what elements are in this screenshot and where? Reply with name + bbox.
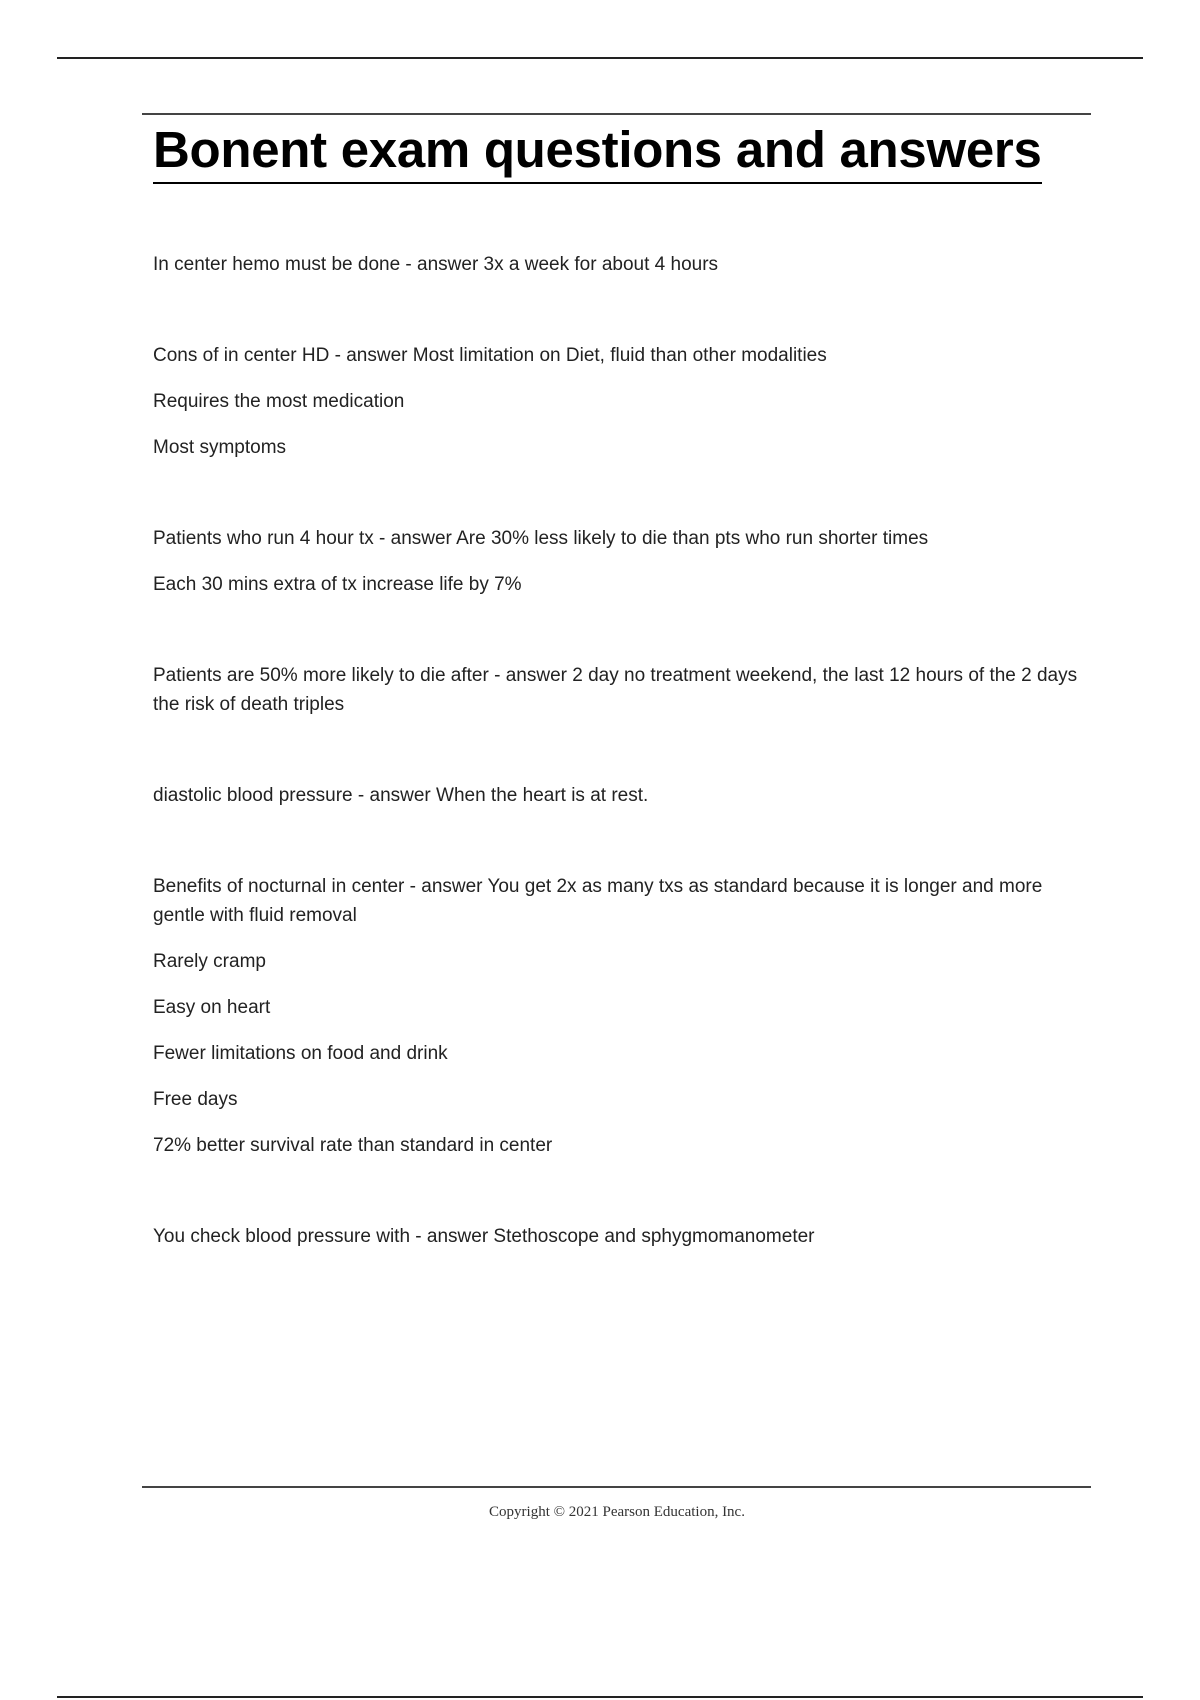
qa-block <box>153 250 1093 279</box>
qa-line: Requires the most medication <box>153 391 405 412</box>
qa-line: diastolic blood pressure - answer When the heart is at rest. <box>153 785 649 806</box>
page-top-rule <box>57 57 1143 59</box>
qa-content <box>153 250 1093 1313</box>
qa-block <box>153 1222 1093 1251</box>
page-bottom-rule <box>57 1696 1143 1698</box>
qa-line: Patients who run 4 hour tx - answer Are 30% less likely to die than pts who run shorter times <box>153 528 929 549</box>
qa-block <box>153 781 1093 810</box>
qa-line: Patients are 50% more likely to die after - answer 2 day no treatment weekend, the last 12 hours of the 2 days the risk of death triples <box>153 665 1078 715</box>
qa-block <box>153 661 1093 719</box>
footer-rule <box>142 1486 1091 1488</box>
qa-line: 72% better survival rate than standard in center <box>153 1135 553 1156</box>
qa-line: Easy on heart <box>153 997 271 1018</box>
qa-line: Each 30 mins extra of tx increase life by 7% <box>153 574 522 595</box>
qa-block <box>153 524 1093 599</box>
qa-line: Fewer limitations on food and drink <box>153 1043 448 1064</box>
qa-line: In center hemo must be done - answer 3x a week for about 4 hours <box>153 254 719 275</box>
document-title: Bonent exam questions and answers <box>153 118 1042 184</box>
qa-block <box>153 341 1093 462</box>
qa-line: Cons of in center HD - answer Most limitation on Diet, fluid than other modalities <box>153 345 827 366</box>
qa-line: Benefits of nocturnal in center - answer You get 2x as many txs as standard because it is longer and more gentle with fluid removal <box>153 876 1043 926</box>
qa-line: Free days <box>153 1089 238 1110</box>
header-rule <box>142 113 1091 115</box>
copyright-footer: Copyright © 2021 Pearson Education, Inc. <box>489 1504 745 1520</box>
qa-block <box>153 872 1093 1160</box>
qa-line: You check blood pressure with - answer Stethoscope and sphygmomanometer <box>153 1226 815 1247</box>
qa-line: Most symptoms <box>153 437 287 458</box>
qa-line: Rarely cramp <box>153 951 266 972</box>
